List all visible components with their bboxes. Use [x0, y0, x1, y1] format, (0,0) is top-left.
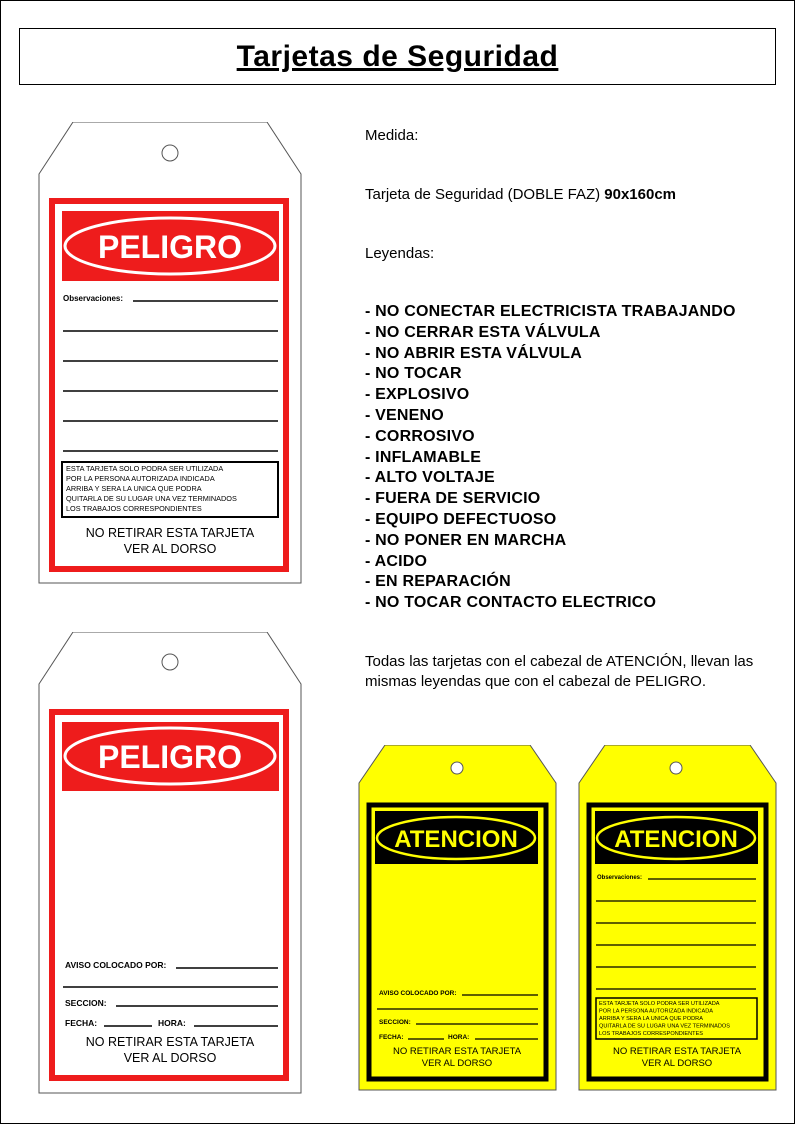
disclaimer-line: ARRIBA Y SERA LA UNICA QUE PODRA	[66, 484, 202, 493]
tag-hole	[162, 654, 178, 670]
footer-line-2: VER AL DORSO	[421, 1058, 493, 1069]
aviso-label: AVISO COLOCADO POR:	[65, 960, 167, 970]
header-text: ATENCION	[394, 826, 518, 853]
measure-description: Tarjeta de Seguridad (DOBLE FAZ)	[365, 186, 605, 203]
disclaimer-line: ESTA TARJETA SOLO PODRA SER UTILIZADA	[599, 1001, 720, 1007]
legend-item: - EN REPARACIÓN	[365, 573, 511, 591]
atencion-aviso-card	[358, 745, 558, 1091]
measure-label: Medida:	[365, 127, 419, 144]
disclaimer-line: QUITARLA DE SU LUGAR UNA VEZ TERMINADOS	[599, 1023, 730, 1030]
observaciones-label: Observaciones:	[597, 875, 643, 881]
footer-line-1: NO RETIRAR ESTA TARJETA	[612, 1046, 742, 1057]
observaciones-label: Observaciones:	[63, 294, 124, 303]
peligro-observaciones-card	[38, 122, 302, 584]
legend-item: - NO CERRAR ESTA VÁLVULA	[365, 323, 601, 341]
fecha-label: FECHA:	[65, 1018, 98, 1028]
fecha-label: FECHA:	[379, 1034, 404, 1041]
disclaimer-line: LOS TRABAJOS CORRESPONDIENTES	[66, 504, 202, 513]
legend-item: - NO ABRIR ESTA VÁLVULA	[365, 344, 583, 362]
header-text: PELIGRO	[97, 739, 243, 775]
disclaimer-line: LOS TRABAJOS CORRESPONDIENTES	[599, 1031, 704, 1037]
measure-size: 90x160cm	[604, 186, 677, 203]
legend-item: - NO TOCAR	[365, 365, 462, 383]
measure-text	[365, 186, 676, 204]
title-box	[19, 28, 776, 85]
legend-item: - EQUIPO DEFECTUOSO	[365, 510, 557, 528]
footer-line-2: VER AL DORSO	[123, 542, 217, 556]
legend-item: - INFLAMABLE	[365, 448, 482, 466]
legend-item: - FUERA DE SERVICIO	[365, 490, 541, 508]
peligro-aviso-card	[38, 632, 302, 1094]
footer-line-1: NO RETIRAR ESTA TARJETA	[85, 1035, 255, 1049]
seccion-label: SECCION:	[379, 1019, 411, 1026]
hora-label: HORA:	[158, 1018, 186, 1028]
legend-item: - ACIDO	[365, 552, 428, 570]
disclaimer-line: POR LA PERSONA AUTORIZADA INDICADA	[599, 1008, 713, 1015]
tag-hole	[162, 145, 178, 161]
legends-label: Leyendas:	[365, 245, 435, 262]
header-text: PELIGRO	[97, 229, 243, 265]
page-title: Tarjetas de Seguridad	[236, 39, 559, 73]
legend-item: - NO TOCAR CONTACTO ELECTRICO	[365, 594, 657, 612]
disclaimer-line: QUITARLA DE SU LUGAR UNA VEZ TERMINADOS	[66, 494, 237, 503]
disclaimer-line: ESTA TARJETA SOLO PODRA SER UTILIZADA	[66, 464, 224, 473]
tag-hole	[670, 762, 682, 774]
footer-line-1: NO RETIRAR ESTA TARJETA	[392, 1046, 522, 1057]
seccion-label: SECCION:	[65, 998, 107, 1008]
legend-item: - NO CONECTAR ELECTRICISTA TRABAJANDO	[365, 303, 736, 320]
atencion-note: Todas las tarjetas con el cabezal de ATENCIÓN, llevan las mismas leyendas que con el cabezal de PELIGRO.	[365, 653, 754, 690]
atencion-observaciones-card	[578, 745, 778, 1091]
legend-item: - ALTO VOLTAJE	[365, 469, 495, 487]
hora-label: HORA:	[448, 1034, 470, 1041]
legend-item: - NO PONER EN MARCHA	[365, 531, 567, 549]
legend-item: - CORROSIVO	[365, 427, 475, 445]
footer-line-2: VER AL DORSO	[641, 1058, 713, 1069]
legend-item: - VENENO	[365, 406, 444, 424]
legend-list	[365, 302, 736, 614]
disclaimer-line: POR LA PERSONA AUTORIZADA INDICADA	[66, 474, 215, 483]
legend-item: - EXPLOSIVO	[365, 386, 470, 404]
footer-line-1: NO RETIRAR ESTA TARJETA	[85, 526, 255, 540]
header-text: ATENCION	[614, 826, 738, 853]
tag-hole	[451, 762, 463, 774]
aviso-label: AVISO COLOCADO POR:	[379, 990, 457, 997]
footer-line-2: VER AL DORSO	[123, 1051, 217, 1065]
disclaimer-line: ARRIBA Y SERA LA UNICA QUE PODRA	[599, 1016, 703, 1022]
